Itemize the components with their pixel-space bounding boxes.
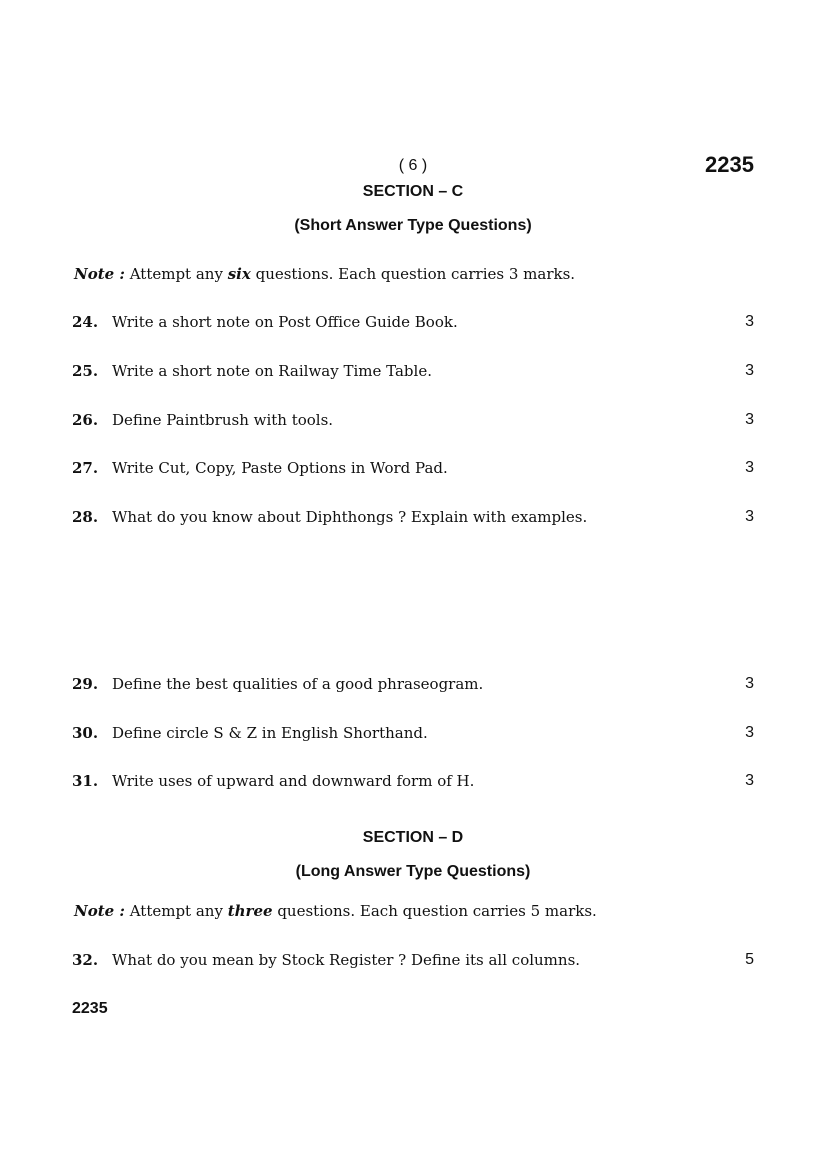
question-text: Write Cut, Copy, Paste Options in Word Pad. — [112, 459, 448, 477]
question-number: 29. — [72, 675, 99, 693]
question-31 — [72, 772, 754, 790]
question-27 — [72, 459, 754, 477]
section-d-note — [74, 902, 597, 920]
question-text: Write a short note on Railway Time Table. — [112, 362, 432, 380]
note-emphasis: three — [227, 902, 273, 920]
question-marks: 3 — [745, 411, 754, 428]
question-marks: 3 — [745, 508, 754, 525]
note-post: questions. Each question carries 5 marks. — [277, 902, 597, 920]
note-pre: Attempt any — [129, 265, 223, 283]
section-d-title: SECTION – D — [362, 829, 464, 846]
paper-code-header: 2235 — [705, 152, 754, 177]
question-marks: 3 — [745, 772, 754, 789]
note-emphasis: six — [227, 265, 251, 283]
question-marks: 3 — [745, 362, 754, 379]
question-number: 25. — [72, 362, 99, 380]
question-29 — [72, 675, 754, 693]
page-number: ( 6 ) — [398, 157, 428, 174]
section-c-subtitle: (Short Answer Type Questions) — [294, 217, 532, 234]
question-32 — [72, 951, 754, 969]
question-text: Define Paintbrush with tools. — [112, 411, 334, 429]
question-number: 30. — [72, 724, 99, 742]
question-text: Define the best qualities of a good phraseogram. — [112, 675, 484, 693]
note-label: Note : — [74, 902, 125, 920]
question-26 — [72, 411, 754, 429]
question-marks: 3 — [745, 459, 754, 476]
section-d-subtitle: (Long Answer Type Questions) — [295, 863, 531, 880]
question-number: 32. — [72, 951, 99, 969]
question-24 — [72, 313, 754, 331]
paper-code-footer: 2235 — [72, 1000, 108, 1017]
question-number: 27. — [72, 459, 99, 477]
question-text: What do you mean by Stock Register ? Define its all columns. — [112, 951, 581, 969]
question-marks: 5 — [745, 951, 754, 968]
question-30 — [72, 724, 754, 742]
question-text: Write uses of upward and downward form of H. — [112, 772, 475, 790]
section-c-title: SECTION – C — [362, 183, 464, 200]
question-text: What do you know about Diphthongs ? Explain with examples. — [112, 508, 588, 526]
question-marks: 3 — [745, 724, 754, 741]
note-post: questions. Each question carries 3 marks. — [255, 265, 576, 283]
question-number: 24. — [72, 313, 99, 331]
question-text: Define circle S & Z in English Shorthand. — [112, 724, 428, 742]
question-number: 26. — [72, 411, 99, 429]
note-label: Note : — [74, 265, 125, 283]
question-number: 28. — [72, 508, 99, 526]
question-text: Write a short note on Post Office Guide Book. — [112, 313, 458, 331]
question-28 — [72, 508, 754, 526]
question-marks: 3 — [745, 313, 754, 330]
question-marks: 3 — [745, 675, 754, 692]
question-25 — [72, 362, 754, 380]
note-pre: Attempt any — [129, 902, 223, 920]
question-number: 31. — [72, 772, 99, 790]
section-c-note — [74, 265, 575, 283]
